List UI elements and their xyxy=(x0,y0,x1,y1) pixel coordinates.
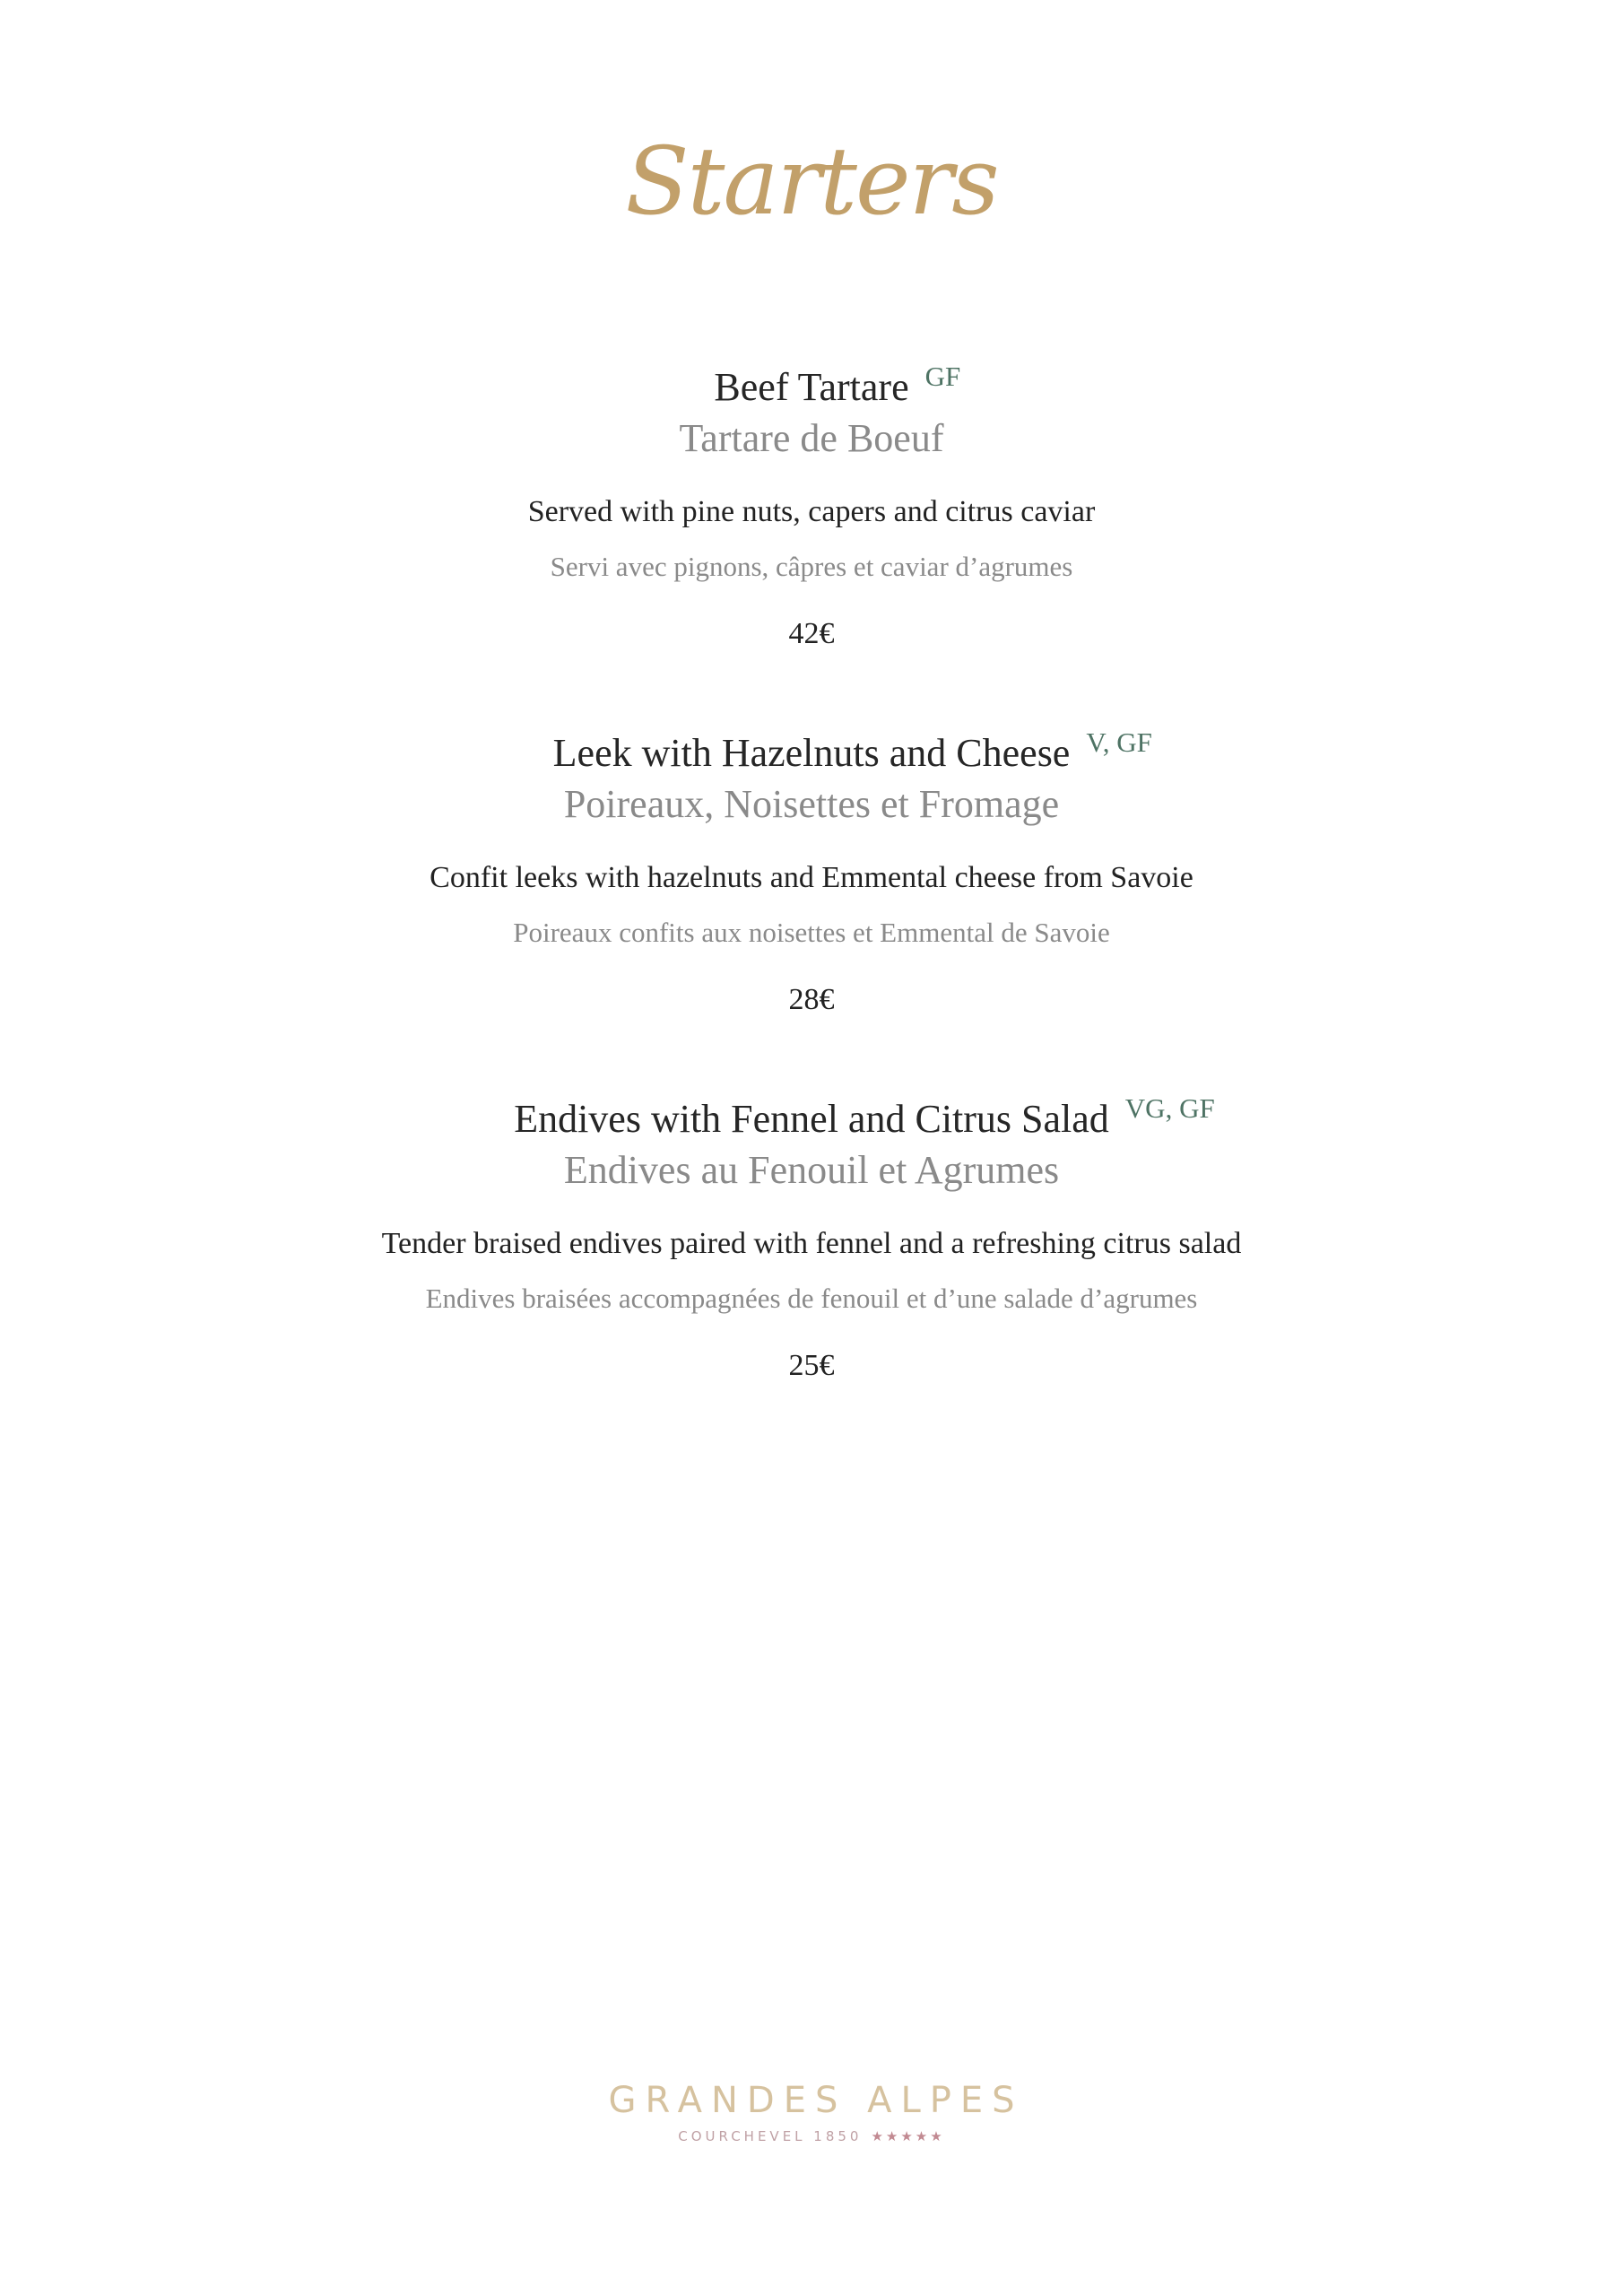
dish-description-fr: Poireaux confits aux noisettes et Emmental de Savoie xyxy=(513,917,1110,948)
dish-subtitle-fr: Tartare de Boeuf xyxy=(679,416,944,460)
dietary-tags: GF xyxy=(924,361,961,392)
hotel-logo xyxy=(0,2079,1623,2145)
star-rating-icon: ★★★★★ xyxy=(871,2128,945,2144)
dish-title xyxy=(714,361,961,411)
dish-leek xyxy=(0,726,1623,1019)
dish-description-en: Confit leeks with hazelnuts and Emmental cheese from Savoie xyxy=(430,861,1193,894)
dish-price: 25€ xyxy=(788,1349,835,1382)
dietary-tags: VG, GF xyxy=(1124,1092,1215,1124)
page-title: Starters xyxy=(625,126,998,236)
dish-subtitle-fr: Endives au Fenouil et Agrumes xyxy=(563,1148,1060,1192)
logo-location: COURCHEVEL 1850 xyxy=(678,2128,863,2144)
dish-subtitle-fr: Poireaux, Noisettes et Fromage xyxy=(563,782,1060,826)
logo-subline xyxy=(0,2127,1623,2145)
dietary-tags: V, GF xyxy=(1086,726,1152,758)
dish-endives xyxy=(0,1092,1623,1385)
dish-title-text: Endives with Fennel and Citrus Salad xyxy=(514,1097,1109,1141)
dish-description-fr: Servi avec pignons, câpres et caviar d’agrumes xyxy=(550,551,1073,582)
dish-title xyxy=(552,726,1152,777)
dish-price: 28€ xyxy=(788,983,835,1016)
dish-title xyxy=(514,1092,1215,1143)
logo-name: GRANDES ALPES xyxy=(608,2080,1024,2121)
dish-description-fr: Endives braisées accompagnées de fenouil et d’une salade d’agrumes xyxy=(425,1283,1198,1314)
dish-title-text: Leek with Hazelnuts and Cheese xyxy=(552,731,1071,775)
dish-price: 42€ xyxy=(788,617,835,650)
dish-description-en: Served with pine nuts, capers and citrus caviar xyxy=(527,495,1096,528)
dish-title-text: Beef Tartare xyxy=(714,365,909,409)
dish-beef-tartare xyxy=(0,361,1623,653)
dish-description-en: Tender braised endives paired with fennel and a refreshing citrus salad xyxy=(381,1227,1242,1260)
